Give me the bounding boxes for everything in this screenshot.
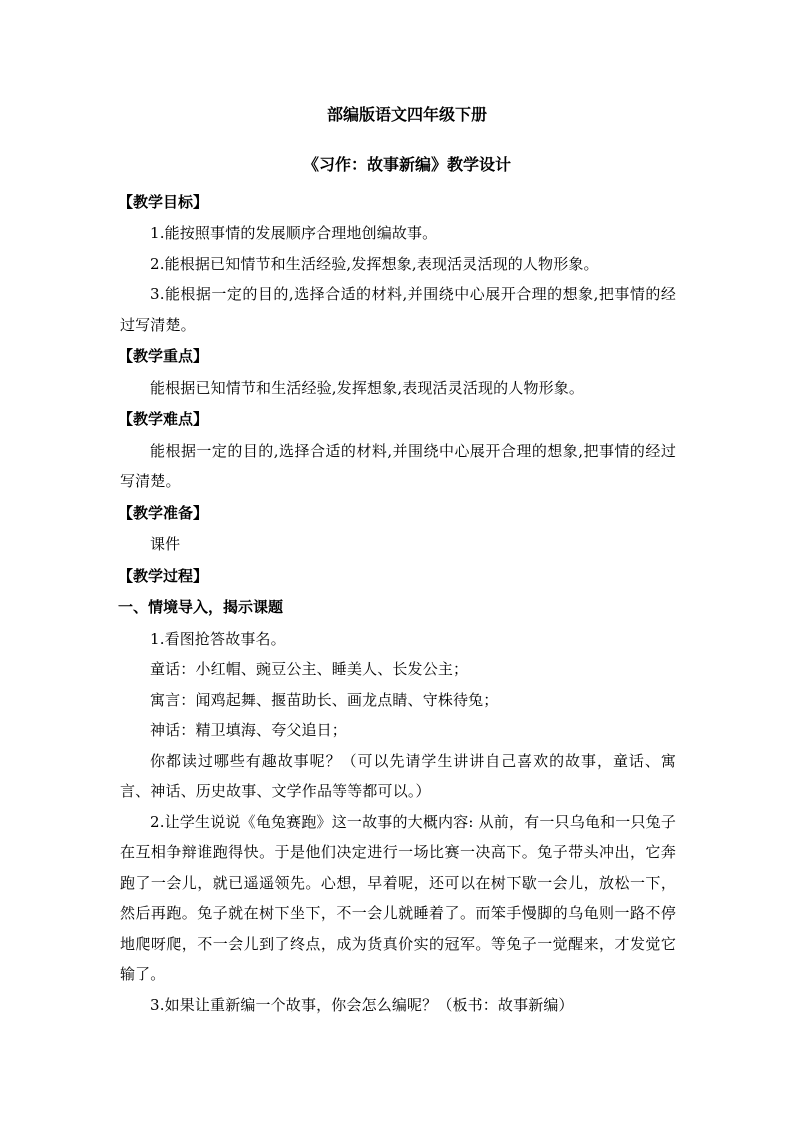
process-subheading: 一、情境导入，揭示课题: [118, 598, 284, 616]
process-paragraph: 1.看图抢答故事名。: [150, 629, 286, 648]
process-paragraph: 童话：小红帽、豌豆公主、睡美人、长发公主；: [150, 660, 469, 678]
key-points-text: 能根据已知情节和生活经验,发挥想象,表现活灵活现的人物形象。: [150, 378, 585, 397]
preparation-text: 课件: [150, 535, 181, 553]
difficulties-text: 能根据一定的目的,选择合适的材料,并围绕中心展开合理的想象,把事情的经过写清楚。: [120, 441, 676, 490]
document-body: [120, 100, 676, 1020]
process-paragraph: 神话：精卫填海、夸父追日；: [150, 721, 347, 739]
document-subtitle: 《习作：故事新编》教学设计: [302, 155, 511, 174]
preparation-heading: 【教学准备】: [118, 503, 209, 522]
process-paragraph: 2.让学生说说《龟兔赛跑》这一故事的大概内容: 从前，有一只乌龟和一只兔子在互相争辩谁跑得快。于是他们决定进行一场比赛一决高下。兔子带头冲出，它奔跑了一会儿，就已遥遥领先。心想，早着呢，还可以在树下歇一会儿，放松一下，然后再跑。兔子就在树下坐下，不一会儿就睡着了。而笨手慢脚的乌龟则一路不停地爬呀爬，不一会儿到了终点，成为货真价实的冠军。等兔子一觉醒来，才发觉它输了。: [120, 812, 676, 983]
objective-item-1: 1.能按照事情的发展顺序合理地创编故事。: [150, 224, 438, 242]
objectives-heading: 【教学目标】: [118, 192, 209, 211]
process-paragraph: 3.如果让重新编一个故事，你会怎么编呢？（板书：故事新编）: [150, 995, 574, 1014]
key-points-heading: 【教学重点】: [118, 347, 209, 365]
objective-item-2: 2.能根据已知情节和生活经验,发挥想象,表现活灵活现的人物形象。: [150, 254, 599, 273]
objective-item-3: 3.能根据一定的目的,选择合适的材料,并围绕中心展开合理的想象,把事情的经过写清楚。: [120, 285, 676, 334]
process-heading: 【教学过程】: [118, 566, 209, 585]
process-paragraph: 你都读过哪些有趣故事呢？（可以先请学生讲讲自己喜欢的故事，童话、寓言、神话、历史故事、文学作品等等都可以。）: [120, 751, 676, 800]
process-paragraph: 寓言：闻鸡起舞、揠苗助长、画龙点睛、守株待兔；: [150, 690, 499, 709]
difficulties-heading: 【教学难点】: [118, 410, 209, 428]
document-title: 部编版语文四年级下册: [326, 105, 487, 124]
